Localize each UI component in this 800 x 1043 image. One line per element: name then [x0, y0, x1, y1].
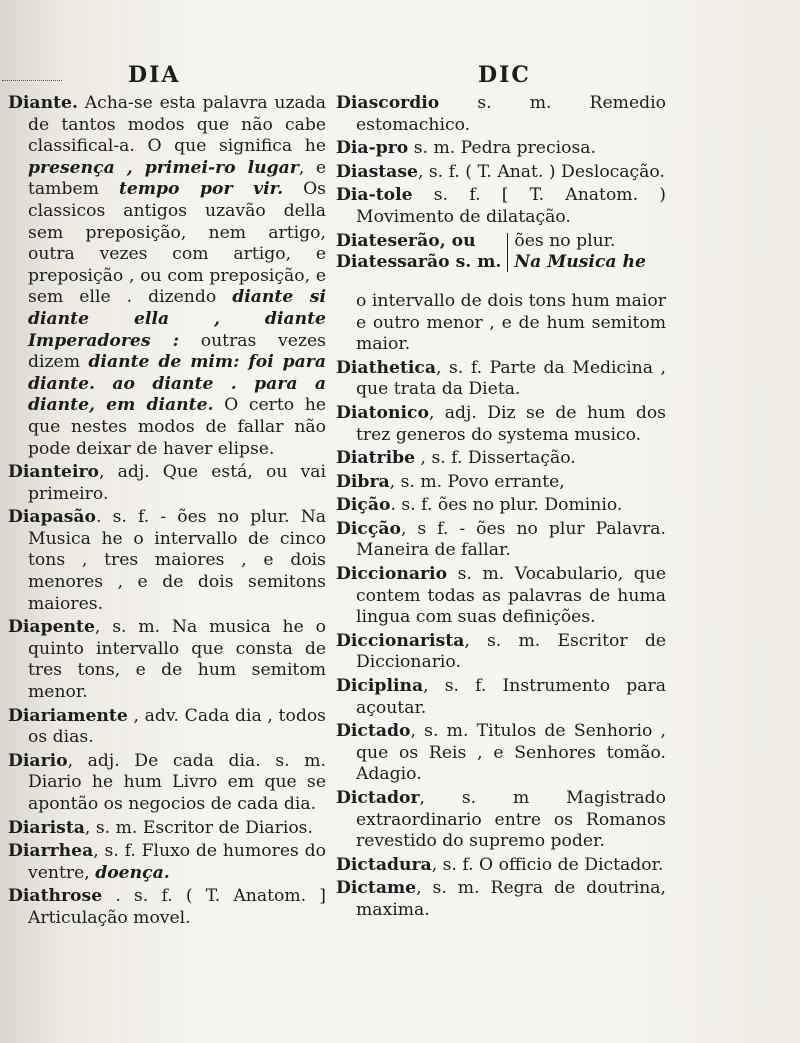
definition: Os classicos antigos uzavão della sem preposição, nem artigo, outra vezes com artigo, e preposição , ou com preposição, e sem elle . dizendo — [28, 179, 327, 308]
dictionary-entry — [336, 448, 666, 470]
headword: Dia-pro — [336, 138, 409, 159]
dictionary-entry — [336, 564, 666, 629]
dictionary-entry — [336, 519, 666, 562]
definition-italic: diante si diante ella , diante Imperadores : — [28, 287, 326, 351]
dictionary-entry — [336, 788, 666, 853]
definition-italic: doença. — [95, 862, 170, 883]
definition: , s. f. O officio de Dictador. — [431, 854, 664, 875]
dictionary-entry — [336, 358, 666, 401]
dictionary-entry — [336, 185, 666, 228]
dictionary-entry-diante — [8, 93, 326, 460]
header-rule — [2, 80, 62, 81]
brace-divider — [507, 233, 508, 272]
definition: , s. f. Fluxo de humores do ventre, — [28, 841, 326, 883]
headword: Diatribe — [336, 448, 416, 469]
definition: , s. m. Na musica he o quinto intervallo que consta de tres tons, e de hum semitom menor. — [28, 617, 326, 703]
headword: Dicção — [336, 518, 401, 539]
left-column — [8, 93, 326, 932]
definition: , e tambem — [28, 157, 326, 200]
definition: Acha-se esta palavra uzada de tantos modos que não cabe classifical-a. O que significa he — [28, 93, 326, 157]
dictionary-entry — [336, 495, 666, 517]
headword: Diateserão, ou — [336, 230, 476, 251]
dictionary-entry — [8, 617, 326, 703]
dictionary-entry — [8, 751, 326, 816]
dictionary-entry — [336, 138, 666, 160]
dictionary-entry — [8, 841, 326, 884]
headword: Diatessarão s. m. — [336, 252, 502, 273]
definition: s. m. Remedio estomachico. — [356, 93, 666, 135]
dictionary-entry — [8, 818, 326, 840]
definition: , s. m. Regra de doutrina, maxima. — [356, 878, 666, 920]
headword: Diccionario — [336, 564, 448, 585]
headword: Dictadura — [336, 854, 432, 875]
definition: s. m. Pedra preciosa. — [408, 138, 596, 159]
definition: , s. f. Dissertação. — [415, 448, 576, 469]
headword: Diascordio — [336, 93, 440, 113]
right-column — [336, 93, 666, 924]
dictionary-entry — [8, 462, 326, 505]
dictionary-entry — [336, 403, 666, 446]
running-head-left: DIA — [128, 62, 181, 88]
dictionary-entry — [8, 507, 326, 615]
dictionary-entry — [336, 162, 666, 184]
definition: , adj. Diz se de hum dos trez generos do systema musico. — [356, 402, 666, 445]
split-headwords — [336, 231, 501, 274]
definition: , adj. De cada dia. s. m. Diario he hum Livro em que se apontão os negocios de cada dia. — [28, 750, 326, 814]
definition: , s. m. Escritor de Diarios. — [84, 817, 313, 838]
headword: Diariamente — [8, 705, 128, 726]
definition-italic: presença , primei-ro lugar — [28, 157, 299, 178]
definition: ões no plur. — [514, 230, 616, 251]
running-head — [0, 62, 800, 92]
definition: outras vezes dizem — [28, 330, 326, 373]
definition-italic: Na Musica he — [514, 252, 646, 273]
definition: , adj. Que está, ou vai primeiro. — [28, 462, 326, 504]
headword: Diathrose — [8, 886, 103, 907]
definition: , s. f. Instrumento para açoutar. — [356, 676, 666, 718]
definition: , s. m Magistrado extraordinario entre os Romanos revestido do supremo poder. — [356, 788, 666, 852]
definition: , s. m. Povo errante, — [389, 471, 565, 492]
definition: , s. m. Escritor de Diccionario. — [356, 630, 666, 673]
headword: Diario — [8, 750, 68, 771]
dictionary-entry-diateserao — [336, 231, 666, 274]
definition-continuation: o intervallo de dois tons hum maior e outro menor , e de hum semitom maior. — [356, 290, 666, 355]
headword: Dição — [336, 495, 391, 516]
headword: Diarrhea — [8, 841, 94, 862]
dictionary-entry — [336, 631, 666, 674]
definition-italic: tempo por vir. — [118, 179, 284, 200]
dictionary-entry — [8, 706, 326, 749]
headword: Diastase — [336, 161, 418, 182]
headword: Dictado — [336, 721, 411, 742]
dictionary-entry — [336, 472, 666, 494]
headword: Diccionarista — [336, 630, 465, 651]
headword: Diapente — [8, 617, 95, 638]
headword: Dibra — [336, 471, 390, 492]
dictionary-entry — [336, 676, 666, 719]
definition: . s. f. ( T. Anatom. ] Articulação movel. — [28, 886, 326, 928]
definition: . s. f. - ões no plur. Na Musica he o intervallo de cinco tons , tres maiores , e dois menores , e de dois semitons maiores. — [28, 507, 326, 614]
headword: Dictador — [336, 788, 420, 808]
headword: Diciplina — [336, 676, 424, 697]
split-definition — [514, 231, 666, 274]
headword: Dianteiro — [8, 462, 99, 483]
dictionary-entry — [336, 855, 666, 877]
dictionary-entry — [336, 878, 666, 921]
headword: Diathetica — [336, 357, 437, 378]
definition: . s. f. ões no plur. Dominio. — [390, 495, 623, 516]
headword: Diapasão — [8, 507, 97, 528]
definition: , s. f. ( T. Anat. ) Deslocação. — [417, 161, 665, 182]
definition: , s f. - ões no plur Palavra. Maneira de fallar. — [356, 518, 666, 561]
headword: Dia-tole — [336, 185, 413, 206]
definition-italic: diante de mim: foi para diante. ao diante . para a diante, em diante. — [28, 352, 326, 416]
dictionary-entry — [336, 721, 666, 786]
dictionary-entry — [8, 886, 326, 929]
definition: s. f. [ T. Anatom. ) Movimento de dilatação. — [356, 185, 666, 227]
headword: Diante. — [8, 93, 78, 113]
headword: Diatonico — [336, 402, 429, 423]
definition: , s. f. Parte da Medicina , que trata da Dieta. — [356, 357, 666, 400]
running-head-right: DIC — [478, 62, 531, 88]
headword: Dictame — [336, 878, 417, 899]
dictionary-entry — [336, 93, 666, 136]
definition: s. m. Vocabulario, que contem todas as palavras de huma lingua com suas definições. — [356, 564, 666, 628]
definition: , adv. Cada dia , todos os dias. — [28, 705, 326, 748]
definition: O certo he que nestes modos de fallar não pode deixar de haver elipse. — [28, 395, 326, 459]
definition: , s. m. Titulos de Senhorio , que os Reis , e Senhores tomão. Adagio. — [356, 721, 666, 785]
headword: Diarista — [8, 817, 85, 838]
